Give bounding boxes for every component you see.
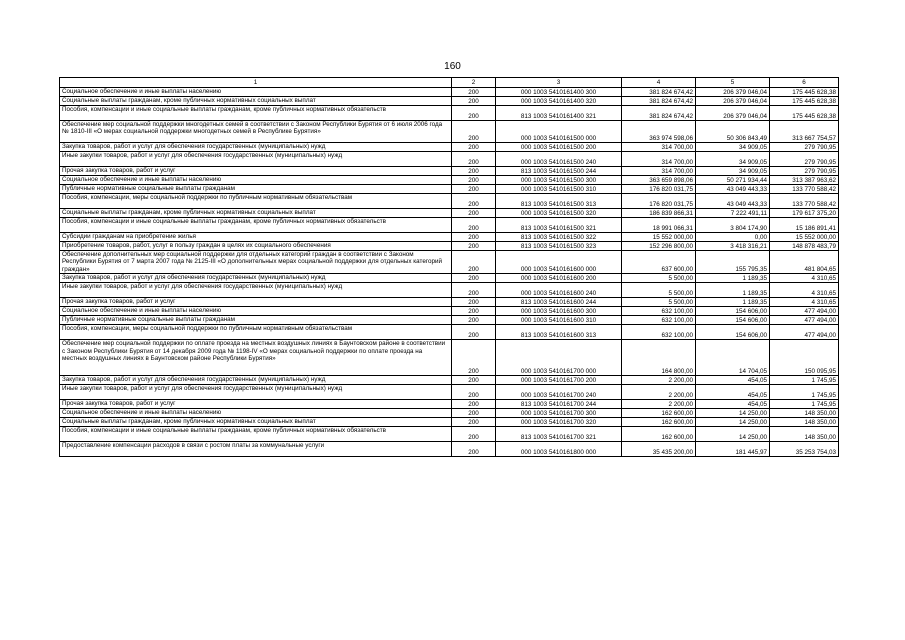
column-header: 4	[622, 78, 696, 88]
budget-classification-code-cell: 813 1003 5410161600 313	[496, 325, 622, 340]
row-description-cell: Социальное обеспечение и иные выплаты населению	[60, 307, 452, 316]
column-header: 6	[770, 78, 839, 88]
table-row	[60, 442, 839, 457]
unexecuted-amount-cell: 150 095,95	[770, 340, 839, 376]
executed-amount-cell: 206 379 046,04	[696, 97, 770, 106]
unexecuted-amount-cell: 1 745,95	[770, 400, 839, 409]
approved-amount-cell: 162 600,00	[622, 409, 696, 418]
table-row	[60, 143, 839, 152]
row-code-cell: 200	[452, 121, 496, 143]
approved-amount-cell: 363 974 598,06	[622, 121, 696, 143]
unexecuted-amount-cell: 4 310,65	[770, 283, 839, 298]
budget-execution-table	[59, 77, 839, 457]
budget-classification-code-cell: 000 1003 5410161500 000	[496, 121, 622, 143]
unexecuted-amount-cell: 175 445 628,38	[770, 97, 839, 106]
row-code-cell: 200	[452, 194, 496, 209]
table-row	[60, 97, 839, 106]
approved-amount-cell: 176 820 031,75	[622, 185, 696, 194]
budget-classification-code-cell: 000 1003 5410161700 000	[496, 340, 622, 376]
executed-amount-cell: 1 189,35	[696, 274, 770, 283]
table-row	[60, 400, 839, 409]
unexecuted-amount-cell: 279 790,95	[770, 167, 839, 176]
row-description-cell: Субсидии гражданам на приобретение жилья	[60, 233, 452, 242]
row-description-cell: Социальное обеспечение и иные выплаты населению	[60, 409, 452, 418]
row-code-cell: 200	[452, 442, 496, 457]
unexecuted-amount-cell: 179 617 375,20	[770, 209, 839, 218]
row-code-cell: 200	[452, 88, 496, 97]
row-description-cell: Обеспечение дополнительных мер социальной поддержки для отдельных категорий граждан в соответствии с Законом Республики Бурятия от 7 марта 2007 года № 2125-III «О дополнительных мерах социальной поддержки для отдельных категорий граждан»	[60, 251, 452, 274]
row-description-cell: Публичные нормативные социальные выплаты гражданам	[60, 185, 452, 194]
row-code-cell: 200	[452, 427, 496, 442]
unexecuted-amount-cell: 4 310,65	[770, 298, 839, 307]
approved-amount-cell: 632 100,00	[622, 316, 696, 325]
row-code-cell: 200	[452, 376, 496, 385]
approved-amount-cell: 5 500,00	[622, 274, 696, 283]
budget-classification-code-cell: 000 1003 5410161700 300	[496, 409, 622, 418]
row-description-cell: Пособия, компенсации, меры социальной поддержки по публичным нормативным обязательствам	[60, 325, 452, 340]
approved-amount-cell: 5 500,00	[622, 298, 696, 307]
budget-classification-code-cell: 000 1003 5410161500 240	[496, 152, 622, 167]
row-code-cell: 200	[452, 185, 496, 194]
approved-amount-cell: 15 552 000,00	[622, 233, 696, 242]
unexecuted-amount-cell: 477 494,00	[770, 307, 839, 316]
executed-amount-cell: 154 606,00	[696, 316, 770, 325]
row-code-cell: 200	[452, 218, 496, 233]
unexecuted-amount-cell: 481 804,65	[770, 251, 839, 274]
budget-classification-code-cell: 813 1003 5410161700 244	[496, 400, 622, 409]
budget-classification-code-cell: 000 1003 5410161600 300	[496, 307, 622, 316]
table-row	[60, 106, 839, 121]
budget-classification-code-cell: 000 1003 5410161800 000	[496, 442, 622, 457]
unexecuted-amount-cell: 279 790,95	[770, 152, 839, 167]
unexecuted-amount-cell: 15 186 891,41	[770, 218, 839, 233]
unexecuted-amount-cell: 133 770 588,42	[770, 185, 839, 194]
table-row	[60, 218, 839, 233]
row-description-cell: Социальные выплаты гражданам, кроме публичных нормативных социальных выплат	[60, 209, 452, 218]
table-row	[60, 325, 839, 340]
table-row	[60, 409, 839, 418]
unexecuted-amount-cell: 477 494,00	[770, 316, 839, 325]
table-row	[60, 88, 839, 97]
unexecuted-amount-cell: 313 387 963,62	[770, 176, 839, 185]
unexecuted-amount-cell: 477 494,00	[770, 325, 839, 340]
approved-amount-cell: 2 200,00	[622, 376, 696, 385]
row-code-cell: 200	[452, 233, 496, 242]
row-description-cell: Закупка товаров, работ и услуг для обеспечения государственных (муниципальных) нужд	[60, 274, 452, 283]
executed-amount-cell: 454,05	[696, 385, 770, 400]
row-code-cell: 200	[452, 143, 496, 152]
row-code-cell: 200	[452, 176, 496, 185]
budget-classification-code-cell: 000 1003 5410161600 240	[496, 283, 622, 298]
executed-amount-cell: 206 379 046,04	[696, 88, 770, 97]
executed-amount-cell: 1 189,35	[696, 283, 770, 298]
row-description-cell: Предоставление компенсации расходов в связи с ростом платы за коммунальные услуги	[60, 442, 452, 457]
row-code-cell: 200	[452, 385, 496, 400]
approved-amount-cell: 5 500,00	[622, 283, 696, 298]
row-description-cell: Социальное обеспечение и иные выплаты населению	[60, 176, 452, 185]
budget-classification-code-cell: 000 1003 5410161500 300	[496, 176, 622, 185]
executed-amount-cell: 206 379 046,04	[696, 106, 770, 121]
row-description-cell: Прочая закупка товаров, работ и услуг	[60, 298, 452, 307]
page-number: 160	[444, 61, 461, 72]
row-code-cell: 200	[452, 274, 496, 283]
budget-classification-code-cell: 000 1003 5410161500 200	[496, 143, 622, 152]
approved-amount-cell: 314 700,00	[622, 143, 696, 152]
approved-amount-cell: 162 600,00	[622, 418, 696, 427]
approved-amount-cell: 381 824 674,42	[622, 88, 696, 97]
unexecuted-amount-cell: 4 310,65	[770, 274, 839, 283]
row-description-cell: Иные закупки товаров, работ и услуг для обеспечения государственных (муниципальных) нужд	[60, 283, 452, 298]
budget-classification-code-cell: 000 1003 5410161700 240	[496, 385, 622, 400]
approved-amount-cell: 162 600,00	[622, 427, 696, 442]
table-row	[60, 194, 839, 209]
unexecuted-amount-cell: 148 878 483,79	[770, 242, 839, 251]
row-code-cell: 200	[452, 316, 496, 325]
row-description-cell: Иные закупки товаров, работ и услуг для обеспечения государственных (муниципальных) нужд	[60, 385, 452, 400]
table-row	[60, 418, 839, 427]
approved-amount-cell: 314 700,00	[622, 167, 696, 176]
column-header: 5	[696, 78, 770, 88]
executed-amount-cell: 154 606,00	[696, 307, 770, 316]
approved-amount-cell: 637 600,00	[622, 251, 696, 274]
executed-amount-cell: 3 418 316,21	[696, 242, 770, 251]
unexecuted-amount-cell: 133 770 588,42	[770, 194, 839, 209]
row-code-cell: 200	[452, 325, 496, 340]
budget-classification-code-cell: 000 1003 5410161700 200	[496, 376, 622, 385]
row-description-cell: Социальные выплаты гражданам, кроме публичных нормативных социальных выплат	[60, 418, 452, 427]
row-description-cell: Закупка товаров, работ и услуг для обеспечения государственных (муниципальных) нужд	[60, 376, 452, 385]
table-row	[60, 233, 839, 242]
table-row	[60, 427, 839, 442]
table-body	[60, 88, 839, 457]
executed-amount-cell: 155 795,35	[696, 251, 770, 274]
budget-classification-code-cell: 000 1003 5410161600 200	[496, 274, 622, 283]
row-description-cell: Социальные выплаты гражданам, кроме публичных нормативных социальных выплат	[60, 97, 452, 106]
table-header-row	[60, 78, 839, 88]
column-header: 1	[60, 78, 452, 88]
approved-amount-cell: 18 991 066,31	[622, 218, 696, 233]
approved-amount-cell: 314 700,00	[622, 152, 696, 167]
executed-amount-cell: 50 271 934,44	[696, 176, 770, 185]
budget-classification-code-cell: 813 1003 5410161500 313	[496, 194, 622, 209]
executed-amount-cell: 0,00	[696, 233, 770, 242]
table-row	[60, 176, 839, 185]
row-code-cell: 200	[452, 298, 496, 307]
table-row	[60, 274, 839, 283]
executed-amount-cell: 1 189,35	[696, 298, 770, 307]
unexecuted-amount-cell: 313 667 754,57	[770, 121, 839, 143]
row-code-cell: 200	[452, 209, 496, 218]
table-row	[60, 152, 839, 167]
budget-classification-code-cell: 813 1003 5410161600 244	[496, 298, 622, 307]
column-header: 2	[452, 78, 496, 88]
unexecuted-amount-cell: 148 350,00	[770, 409, 839, 418]
budget-classification-code-cell: 813 1003 5410161500 323	[496, 242, 622, 251]
row-code-cell: 200	[452, 152, 496, 167]
table-row	[60, 121, 839, 143]
table-row	[60, 307, 839, 316]
approved-amount-cell: 152 296 800,00	[622, 242, 696, 251]
budget-classification-code-cell: 000 1003 5410161600 000	[496, 251, 622, 274]
row-description-cell: Прочая закупка товаров, работ и услуг	[60, 400, 452, 409]
budget-classification-code-cell: 000 1003 5410161700 320	[496, 418, 622, 427]
row-description-cell: Обеспечение мер социальной поддержки по оплате проезда на местных воздушных линиях в Баунтовском районе в соответствии с Законом Республики Бурятия от 14 декабря 2009 года № 1198-IV «О мерах социальной поддержки по оплате проезда на местных воздушных линиях в Баунтовском районе Республики Бурятия»	[60, 340, 452, 376]
table-row	[60, 385, 839, 400]
executed-amount-cell: 14 250,00	[696, 427, 770, 442]
executed-amount-cell: 14 704,05	[696, 340, 770, 376]
row-description-cell: Социальное обеспечение и иные выплаты населению	[60, 88, 452, 97]
row-code-cell: 200	[452, 340, 496, 376]
table-row	[60, 251, 839, 274]
row-description-cell: Иные закупки товаров, работ и услуг для обеспечения государственных (муниципальных) нужд	[60, 152, 452, 167]
executed-amount-cell: 14 250,00	[696, 409, 770, 418]
approved-amount-cell: 363 659 898,06	[622, 176, 696, 185]
unexecuted-amount-cell: 35 253 754,03	[770, 442, 839, 457]
row-description-cell: Закупка товаров, работ и услуг для обеспечения государственных (муниципальных) нужд	[60, 143, 452, 152]
budget-classification-code-cell: 813 1003 5410161700 321	[496, 427, 622, 442]
executed-amount-cell: 43 049 443,33	[696, 185, 770, 194]
executed-amount-cell: 7 222 491,11	[696, 209, 770, 218]
row-description-cell: Прочая закупка товаров, работ и услуг	[60, 167, 452, 176]
approved-amount-cell: 176 820 031,75	[622, 194, 696, 209]
table-row	[60, 283, 839, 298]
budget-classification-code-cell: 813 1003 5410161400 321	[496, 106, 622, 121]
unexecuted-amount-cell: 279 790,95	[770, 143, 839, 152]
unexecuted-amount-cell: 15 552 000,00	[770, 233, 839, 242]
table-row	[60, 209, 839, 218]
approved-amount-cell: 381 824 674,42	[622, 97, 696, 106]
approved-amount-cell: 2 200,00	[622, 400, 696, 409]
unexecuted-amount-cell: 1 745,95	[770, 376, 839, 385]
row-description-cell: Обеспечение мер социальной поддержки многодетных семей в соответствии с Законом Республики Бурятия от 6 июля 2006 года № 1810-III «О мерах социальной поддержки многодетных семей в Республике Бурятия»	[60, 121, 452, 143]
row-code-cell: 200	[452, 418, 496, 427]
unexecuted-amount-cell: 1 745,95	[770, 385, 839, 400]
column-header: 3	[496, 78, 622, 88]
table-row	[60, 167, 839, 176]
table-row	[60, 376, 839, 385]
executed-amount-cell: 50 306 843,49	[696, 121, 770, 143]
budget-classification-code-cell: 000 1003 5410161400 320	[496, 97, 622, 106]
approved-amount-cell: 381 824 674,42	[622, 106, 696, 121]
table-row	[60, 316, 839, 325]
executed-amount-cell: 181 445,97	[696, 442, 770, 457]
row-code-cell: 200	[452, 167, 496, 176]
executed-amount-cell: 454,05	[696, 400, 770, 409]
table-row	[60, 185, 839, 194]
executed-amount-cell: 43 049 443,33	[696, 194, 770, 209]
executed-amount-cell: 34 909,05	[696, 152, 770, 167]
row-description-cell: Пособия, компенсации и иные социальные выплаты гражданам, кроме публичных нормативных обязательств	[60, 218, 452, 233]
unexecuted-amount-cell: 148 350,00	[770, 418, 839, 427]
row-code-cell: 200	[452, 251, 496, 274]
budget-classification-code-cell: 813 1003 5410161500 321	[496, 218, 622, 233]
row-code-cell: 200	[452, 283, 496, 298]
budget-classification-code-cell: 813 1003 5410161500 322	[496, 233, 622, 242]
table-row	[60, 298, 839, 307]
row-description-cell: Пособия, компенсации и иные социальные выплаты гражданам, кроме публичных нормативных обязательств	[60, 427, 452, 442]
approved-amount-cell: 186 839 866,31	[622, 209, 696, 218]
approved-amount-cell: 164 800,00	[622, 340, 696, 376]
executed-amount-cell: 3 804 174,90	[696, 218, 770, 233]
budget-classification-code-cell: 000 1003 5410161600 310	[496, 316, 622, 325]
row-code-cell: 200	[452, 97, 496, 106]
row-code-cell: 200	[452, 400, 496, 409]
executed-amount-cell: 34 909,05	[696, 167, 770, 176]
row-description-cell: Публичные нормативные социальные выплаты гражданам	[60, 316, 452, 325]
approved-amount-cell: 632 100,00	[622, 307, 696, 316]
table-row	[60, 340, 839, 376]
approved-amount-cell: 35 435 200,00	[622, 442, 696, 457]
budget-classification-code-cell: 000 1003 5410161500 310	[496, 185, 622, 194]
row-code-cell: 200	[452, 242, 496, 251]
row-description-cell: Пособия, компенсации и иные социальные выплаты гражданам, кроме публичных нормативных обязательств	[60, 106, 452, 121]
row-code-cell: 200	[452, 307, 496, 316]
unexecuted-amount-cell: 175 445 628,38	[770, 106, 839, 121]
budget-classification-code-cell: 000 1003 5410161500 320	[496, 209, 622, 218]
unexecuted-amount-cell: 148 350,00	[770, 427, 839, 442]
row-code-cell: 200	[452, 409, 496, 418]
executed-amount-cell: 454,05	[696, 376, 770, 385]
row-description-cell: Пособия, компенсации, меры социальной поддержки по публичным нормативным обязательствам	[60, 194, 452, 209]
executed-amount-cell: 154 606,00	[696, 325, 770, 340]
approved-amount-cell: 2 200,00	[622, 385, 696, 400]
row-code-cell: 200	[452, 106, 496, 121]
table-row	[60, 242, 839, 251]
executed-amount-cell: 14 250,00	[696, 418, 770, 427]
budget-classification-code-cell: 000 1003 5410161400 300	[496, 88, 622, 97]
unexecuted-amount-cell: 175 445 628,38	[770, 88, 839, 97]
executed-amount-cell: 34 909,05	[696, 143, 770, 152]
approved-amount-cell: 632 100,00	[622, 325, 696, 340]
budget-classification-code-cell: 813 1003 5410161500 244	[496, 167, 622, 176]
row-description-cell: Приобретение товаров, работ, услуг в пользу граждан в целях их социального обеспечения	[60, 242, 452, 251]
